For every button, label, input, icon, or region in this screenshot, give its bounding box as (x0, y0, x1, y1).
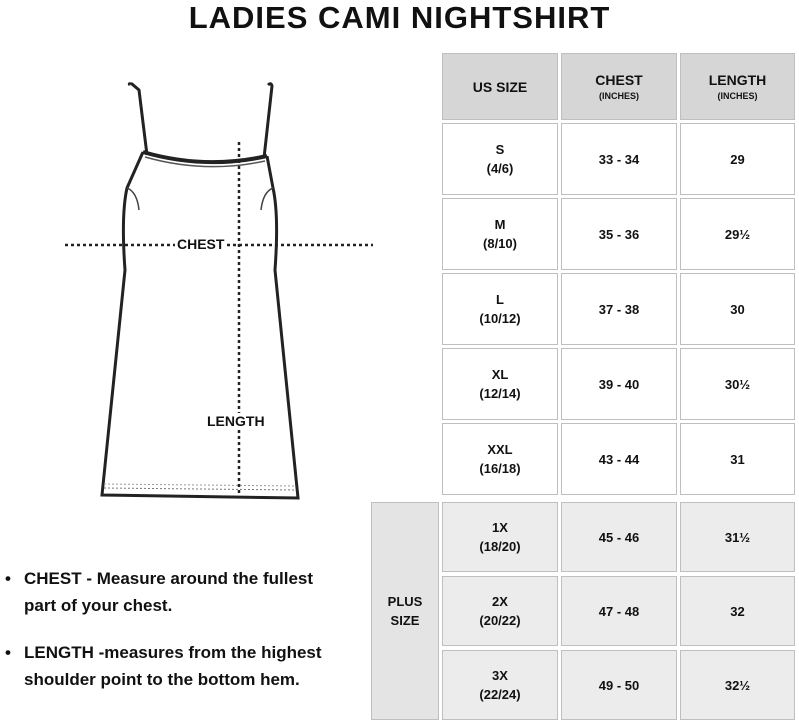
garment-diagram (55, 70, 385, 520)
table-cell-chest (561, 502, 677, 572)
size-range: (4/6) (486, 161, 514, 176)
table-row-size (442, 198, 558, 270)
plus-size-line2: SIZE (390, 613, 420, 628)
chest-value: 33 - 34 (598, 151, 640, 167)
size-range: (12/14) (479, 386, 521, 401)
header-us-size-label: US SIZE (472, 78, 528, 95)
size-code: 3X (492, 668, 508, 683)
header-length-unit: (INCHES) (717, 90, 758, 101)
table-cell-chest (561, 423, 677, 495)
measurement-notes (5, 565, 365, 713)
size-range: (18/20) (479, 539, 521, 554)
chest-label: CHEST (177, 236, 225, 252)
page-title: LADIES CAMI NIGHTSHIRT (188, 0, 611, 35)
size-range: (16/18) (479, 461, 521, 476)
cami-outline-illustration (55, 70, 385, 520)
length-value: 30½ (724, 376, 751, 392)
chest-value: 47 - 48 (598, 603, 640, 619)
table-cell-length (680, 273, 795, 345)
chest-value: 37 - 38 (598, 301, 640, 317)
chest-value: 45 - 46 (598, 529, 640, 545)
header-length-label: LENGTH (708, 71, 767, 88)
bullet-icon: • (5, 569, 11, 588)
table-row-size (442, 423, 558, 495)
header-chest-unit: (INCHES) (599, 90, 639, 101)
length-value: 31 (730, 451, 745, 467)
table-row-size (442, 273, 558, 345)
note-length-line1: LENGTH -measures from the highest (24, 643, 322, 662)
size-code: M (494, 217, 506, 232)
table-row-size (442, 502, 558, 572)
header-chest (561, 53, 677, 120)
header-us-size (442, 53, 558, 120)
table-row-size (442, 576, 558, 646)
table-row-size (442, 650, 558, 720)
table-cell-length (680, 423, 795, 495)
table-cell-length (680, 198, 795, 270)
note-length-line2: shoulder point to the bottom hem. (24, 670, 300, 689)
note-length (5, 639, 365, 693)
plus-size-line1: PLUS (387, 594, 423, 609)
size-range: (20/22) (479, 613, 521, 628)
table-cell-length (680, 123, 795, 195)
plus-size-group-label (371, 502, 439, 720)
table-row-size (442, 348, 558, 420)
table-cell-chest (561, 348, 677, 420)
size-range: (10/12) (479, 311, 521, 326)
chest-value: 49 - 50 (598, 677, 640, 693)
size-range: (8/10) (483, 236, 517, 251)
length-value: 31½ (724, 529, 751, 545)
chest-value: 39 - 40 (598, 376, 640, 392)
size-code: XXL (487, 442, 513, 457)
table-cell-length (680, 576, 795, 646)
table-row-size (442, 123, 558, 195)
table-cell-length (680, 348, 795, 420)
note-chest-line2: part of your chest. (24, 596, 173, 615)
table-cell-chest (561, 576, 677, 646)
length-value: 32 (730, 603, 745, 619)
size-code: 2X (492, 594, 508, 609)
table-cell-chest (561, 273, 677, 345)
table-cell-chest (561, 123, 677, 195)
length-label: LENGTH (207, 413, 265, 429)
table-cell-chest (561, 650, 677, 720)
bullet-icon: • (5, 643, 11, 662)
length-value: 29 (730, 151, 745, 167)
header-chest-label: CHEST (595, 71, 643, 88)
table-cell-chest (561, 198, 677, 270)
table-cell-length (680, 502, 795, 572)
note-chest-line1: CHEST - Measure around the fullest (24, 569, 314, 588)
size-range: (22/24) (479, 687, 521, 702)
note-chest (5, 565, 365, 619)
size-code: XL (491, 367, 509, 382)
chest-value: 35 - 36 (598, 226, 640, 242)
length-value: 29½ (724, 226, 751, 242)
table-cell-length (680, 650, 795, 720)
size-code: S (495, 142, 505, 157)
header-length (680, 53, 795, 120)
length-value: 32½ (724, 677, 751, 693)
size-code: L (496, 292, 504, 307)
chest-value: 43 - 44 (598, 451, 640, 467)
size-code: 1X (492, 520, 508, 535)
length-value: 30 (730, 301, 745, 317)
